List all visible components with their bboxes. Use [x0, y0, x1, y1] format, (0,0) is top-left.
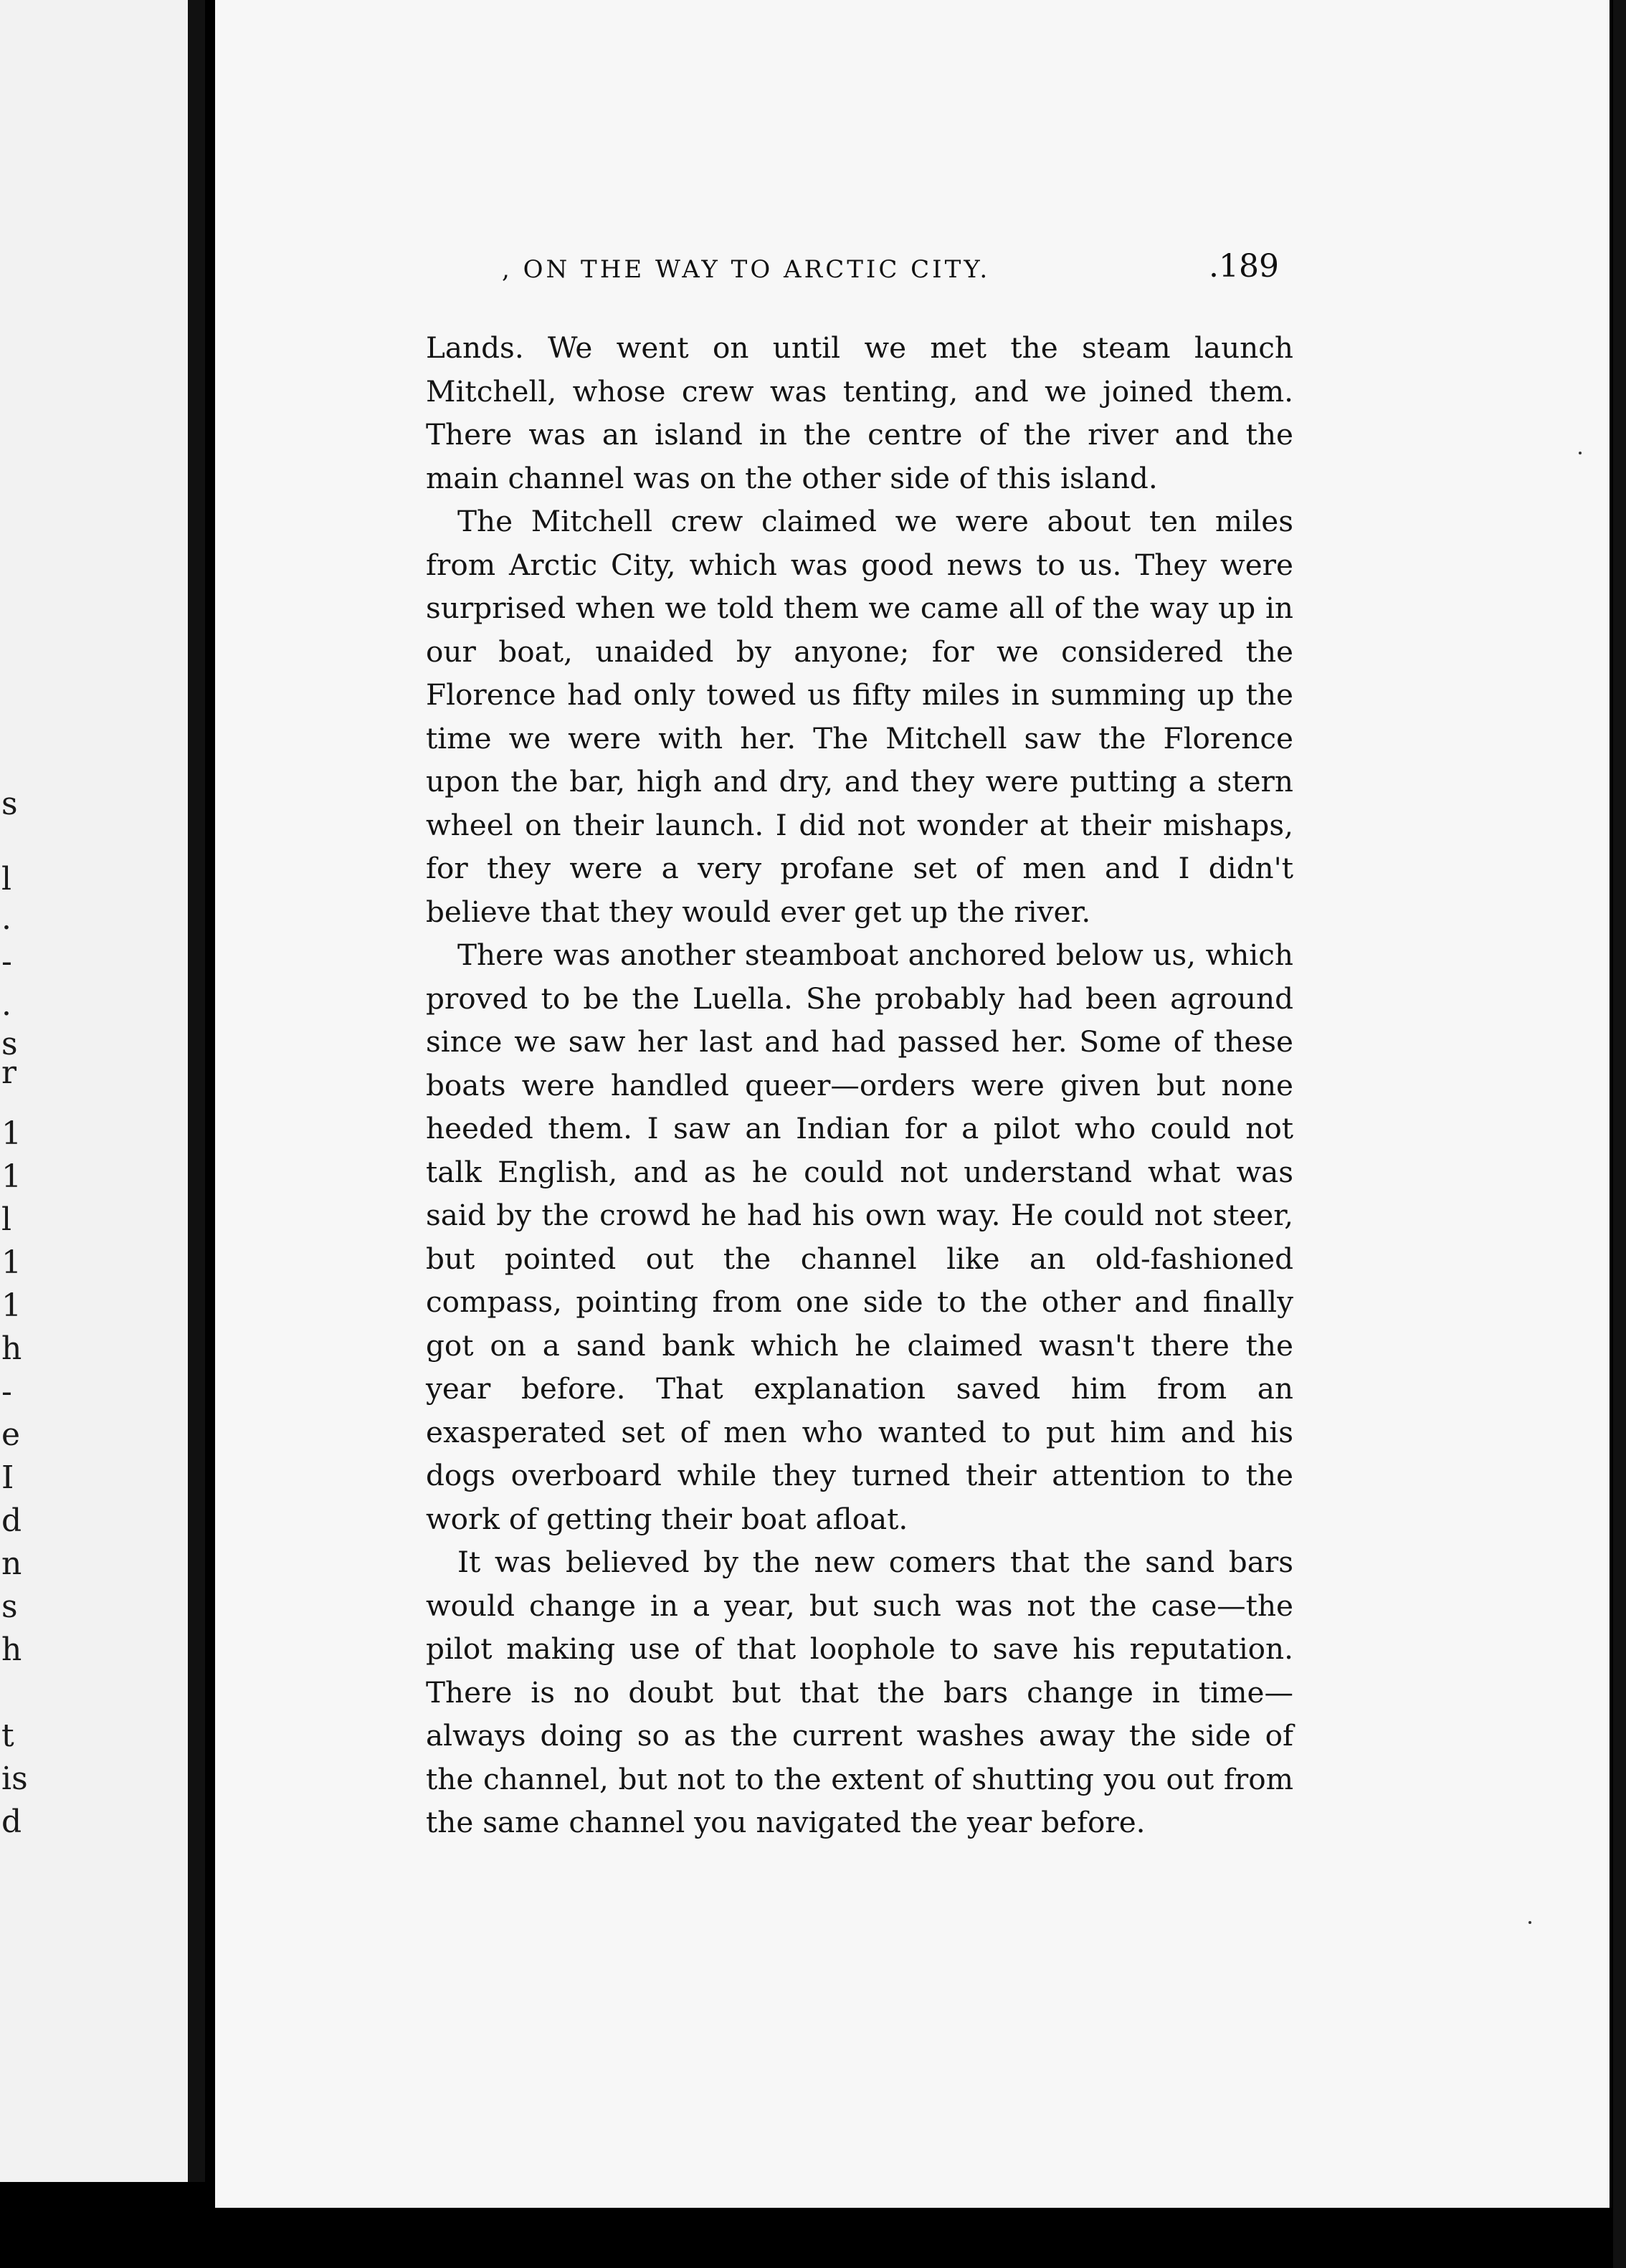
running-head: , ON THE WAY TO ARCTIC CITY.	[502, 255, 991, 284]
left-page-fragment: s	[1, 786, 18, 822]
left-page-fragment: e	[1, 1416, 21, 1453]
paragraph: The Mitchell crew claimed we were about ten miles from Arctic City, which was good news to us. They were surprised when we told them we came all of the way up in our boat, unaided by anyone; for we considered the Florence had only towed us fifty miles in summing up the time we were with her. The Mitchell saw the Florence upon the bar, high and dry, and they were putting a stern wheel on their launch. I did not wonder at their mishaps, for they were a very profane set of men and I didn't believe that they would ever get up the river.	[426, 504, 1293, 929]
left-page-fragment: t	[1, 1717, 14, 1754]
left-page-fragment: s	[1, 1026, 18, 1062]
scan-speck	[1528, 1921, 1531, 1924]
left-page-fragment: 1	[1, 1244, 22, 1281]
left-page-fragment: l	[1, 861, 12, 897]
left-page-fragment: I	[1, 1459, 14, 1496]
paragraph: There was another steamboat anchored below us, which proved to be the Luella. She probably had been aground since we saw her last and had passed her. Some of these boats were handled queer—orders were given but none heeded them. I saw an Indian for a pilot who could not talk English, and as he could not understand what was said by the crowd he had his own way. He could not steer, but pointed out the channel like an old-fashioned compass, pointing from one side to the other and finally got on a sand bank which he claimed wasn't there the year before. That explanation saved him from an exasperated set of men who wanted to put him and his dogs overboard while they turned their attention to the work of getting their boat afloat.	[426, 938, 1293, 1536]
left-page-fragment: .	[1, 986, 11, 1023]
left-page-fragment: is	[1, 1760, 28, 1797]
left-page-fragment: -	[1, 943, 12, 980]
left-page-fragment: l	[1, 1201, 12, 1238]
left-page-fragment: 1	[1, 1158, 22, 1195]
previous-page-edge	[0, 0, 188, 2182]
left-page-fragment: .	[1, 900, 11, 937]
left-page-fragment: h	[1, 1330, 22, 1367]
paragraph: Lands. We went on until we met the steam launch Mitchell, whose crew was tenting, and we joined them. There was an island in the centre of the river and the main channel was on the other side of this island.	[426, 330, 1293, 495]
left-page-fragment: r	[1, 1054, 17, 1091]
page-edge-right	[1613, 0, 1626, 2268]
page-gutter	[188, 0, 205, 2182]
left-page-fragment: d	[1, 1804, 22, 1840]
left-page-fragment: 1	[1, 1115, 22, 1152]
left-page-fragment: -	[1, 1373, 12, 1410]
left-page-fragment: d	[1, 1502, 22, 1539]
left-page-fragment: 1	[1, 1287, 22, 1324]
left-page-fragment: n	[1, 1545, 22, 1582]
body-text	[426, 326, 1293, 1844]
book-page	[215, 0, 1610, 2208]
left-page-fragment: h	[1, 1631, 22, 1668]
left-page-fragment: s	[1, 1588, 18, 1625]
paragraph: It was believed by the new comers that the sand bars would change in a year, but such was not the case—the pilot making use of that loophole to save his reputation. There is no doubt but that the bars change in time—always doing so as the current washes away the side of the channel, but not to the extent of shutting you out from the same channel you navigated the year before.	[426, 1545, 1293, 1839]
page-number: .189	[1209, 248, 1279, 285]
scan-speck	[1579, 452, 1582, 454]
